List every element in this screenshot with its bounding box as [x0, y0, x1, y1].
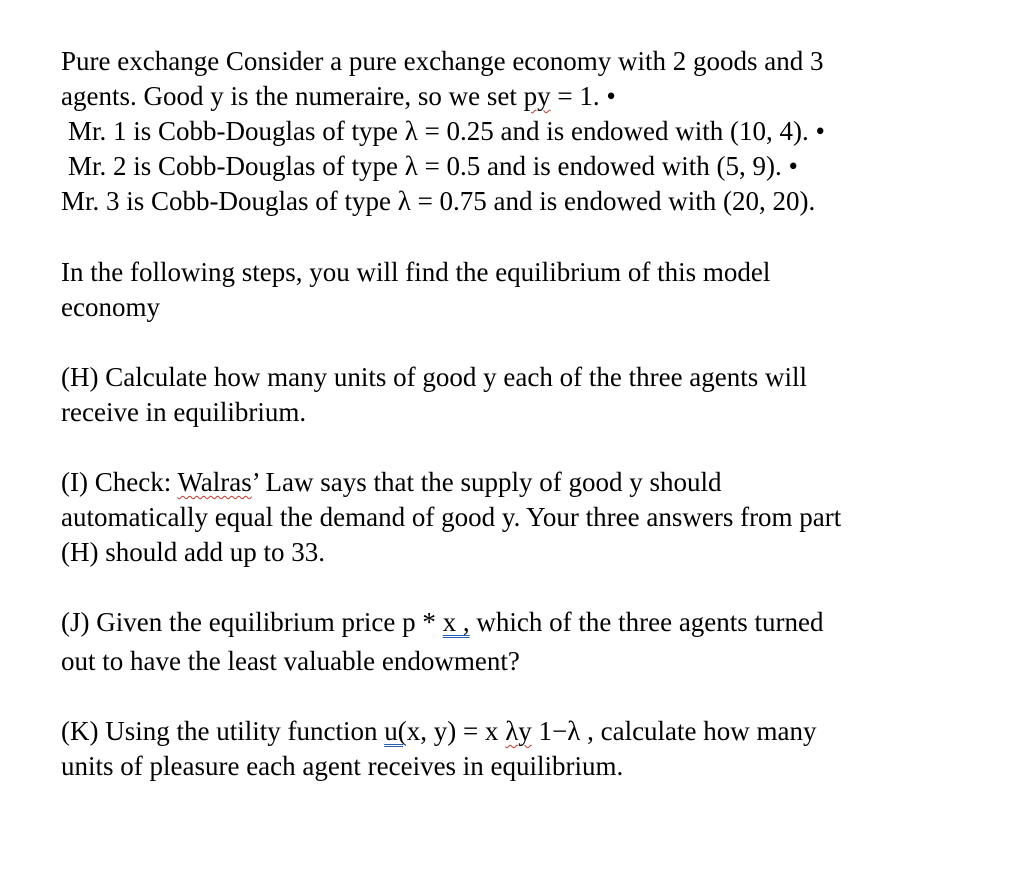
steps-paragraph — [61, 255, 961, 325]
part-i-line-3: (H) should add up to 33. — [61, 537, 325, 567]
part-j-line-1-text: (J) Given the equilibrium price p * — [61, 607, 443, 637]
spelling-flagged-py: py — [523, 81, 551, 111]
intro-line-2 — [61, 79, 961, 114]
part-j-line-1-end: which of the three agents turned — [469, 607, 824, 637]
intro-line-1: Pure exchange Consider a pure exchange economy with 2 goods and 3 — [61, 46, 824, 76]
part-i-line-1-end: ’ Law says that the supply of good y should — [251, 467, 722, 497]
part-i-line-1 — [61, 465, 961, 500]
steps-line-2: economy — [61, 292, 160, 322]
part-i-line-1-text: (I) Check: — [61, 467, 178, 497]
part-j-line-1 — [61, 605, 961, 640]
intro-paragraph — [61, 44, 961, 219]
problem-document — [61, 44, 961, 784]
part-k-line-1-end: 1−λ , calculate how many — [531, 716, 817, 746]
grammar-flagged-x: x , — [442, 607, 470, 637]
part-k-paragraph — [61, 714, 961, 784]
part-h-line-2: receive in equilibrium. — [61, 397, 307, 427]
agent-3-line: Mr. 3 is Cobb-Douglas of type λ = 0.75 and is endowed with (20, 20). — [61, 186, 816, 216]
spelling-flagged-walras: Walras — [177, 467, 252, 497]
agent-2-line: Mr. 2 is Cobb-Douglas of type λ = 0.5 and is endowed with (5, 9). • — [68, 151, 798, 181]
intro-line-2-end: = 1. • — [550, 81, 616, 111]
spelling-flagged-lambda-y: λy — [505, 716, 532, 746]
part-h-line-1: (H) Calculate how many units of good y each of the three agents will — [61, 362, 808, 392]
part-k-line-2: units of pleasure each agent receives in equilibrium. — [61, 751, 624, 781]
steps-line-1: In the following steps, you will find the equilibrium of this model — [61, 257, 771, 287]
part-j-line-2: out to have the least valuable endowment? — [61, 646, 520, 676]
grammar-flagged-u: u( — [384, 716, 407, 746]
intro-line-2-text: agents. Good y is the numeraire, so we set — [61, 81, 524, 111]
part-k-line-1 — [61, 714, 961, 749]
part-k-line-1-mid: x, y) = x — [406, 716, 506, 746]
part-k-line-1-text: (K) Using the utility function — [61, 716, 385, 746]
agent-1-line: Mr. 1 is Cobb-Douglas of type λ = 0.25 and is endowed with (10, 4). • — [68, 116, 825, 146]
part-j-paragraph — [61, 605, 961, 679]
part-i-paragraph — [61, 465, 961, 570]
part-h-paragraph — [61, 360, 961, 430]
part-i-line-2: automatically equal the demand of good y. Your three answers from part — [61, 502, 842, 532]
